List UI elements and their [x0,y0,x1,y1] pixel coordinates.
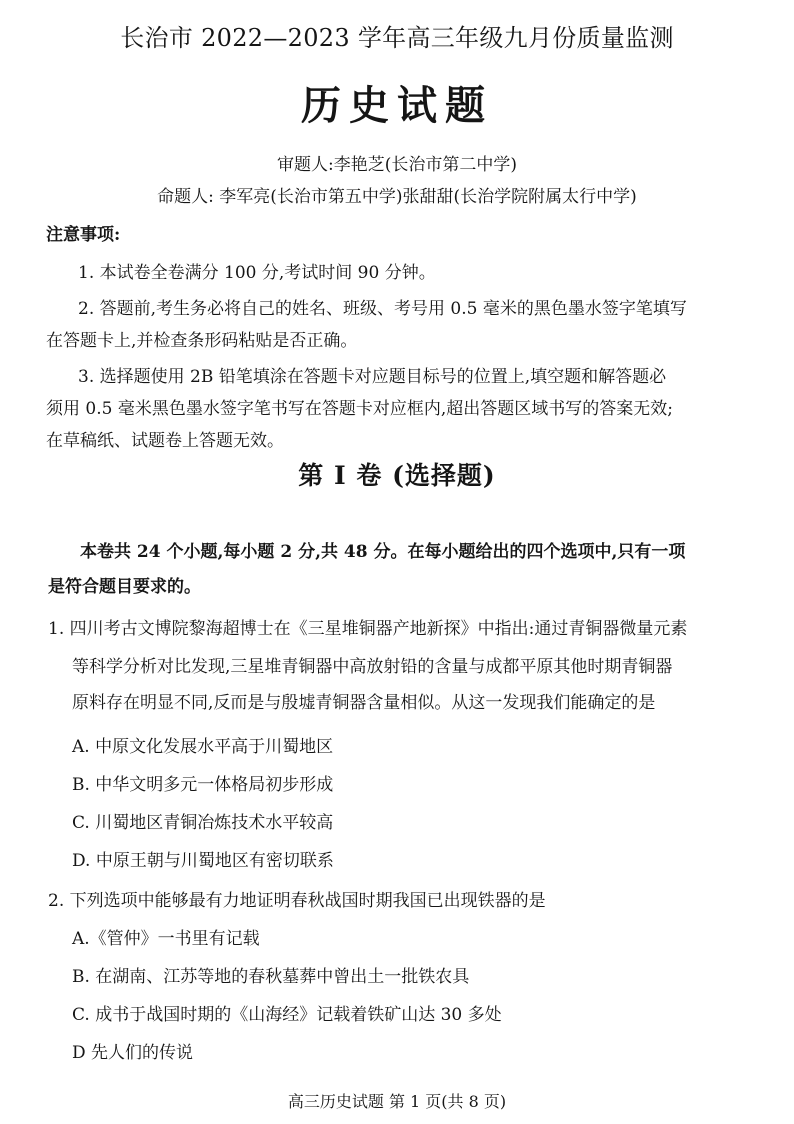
notice-label: 注意事项: [46,225,121,245]
answer-option: C. 成书于战国时期的《山海经》记载着铁矿山达 30 多处 [72,1005,502,1025]
notice-line: 1. 本试卷全卷满分 100 分,考试时间 90 分钟。 [78,263,436,283]
page-footer: 高三历史试题 第 1 页(共 8 页) [287,1092,507,1111]
question-stem: 等科学分析对比发现,三星堆青铜器中高放射铅的含量与成都平原其他时期青铜器 [72,657,673,677]
answer-option: A. 中原文化发展水平高于川蜀地区 [72,737,334,757]
notice-line: 在草稿纸、试题卷上答题无效。 [46,431,284,451]
notice-line: 3. 选择题使用 2B 铅笔填涂在答题卡对应题目标号的位置上,填空题和解答题必 [78,367,667,387]
question-stem: 原料存在明显不同,反而是与殷墟青铜器含量相似。从这一发现我们能确定的是 [72,693,656,713]
section-title: 第 I 卷 (选择题) [298,461,496,490]
reviewer-line: 审题人:李艳芝(长治市第二中学) [277,155,517,175]
exam-title: 长治市 2022—2023 学年高三年级九月份质量监测 [120,24,674,52]
answer-option: C. 川蜀地区青铜冶炼技术水平较高 [72,813,334,833]
setters-line: 命题人: 李军亮(长治市第五中学)张甜甜(长治学院附属太行中学) [157,187,637,207]
answer-option: D. 中原王朝与川蜀地区有密切联系 [72,851,334,871]
notice-line: 2. 答题前,考生务必将自己的姓名、班级、考号用 0.5 毫米的黑色墨水签字笔填写 [78,299,687,319]
notice-line: 须用 0.5 毫米黑色墨水签字笔书写在答题卡对应框内,超出答题区域书写的答案无效; [46,399,673,419]
section-intro: 是符合题目要求的。 [48,577,201,597]
answer-option: B. 中华文明多元一体格局初步形成 [72,775,334,795]
subject-title: 历史试题 [301,82,493,129]
notice-line: 在答题卡上,并检查条形码粘贴是否正确。 [46,331,358,351]
section-intro: 本卷共 24 个小题,每小题 2 分,共 48 分。在每小题给出的四个选项中,只有一项 [80,542,686,562]
answer-option: A.《管仲》一书里有记载 [72,929,260,949]
answer-option: B. 在湖南、江苏等地的春秋墓葬中曾出土一批铁农具 [72,967,470,987]
answer-option: D 先人们的传说 [72,1043,194,1063]
question-stem: 2. 下列选项中能够最有力地证明春秋战国时期我国已出现铁器的是 [48,891,546,911]
question-stem: 1. 四川考古文博院黎海超博士在《三星堆铜器产地新探》中指出:通过青铜器微量元素 [48,619,688,639]
